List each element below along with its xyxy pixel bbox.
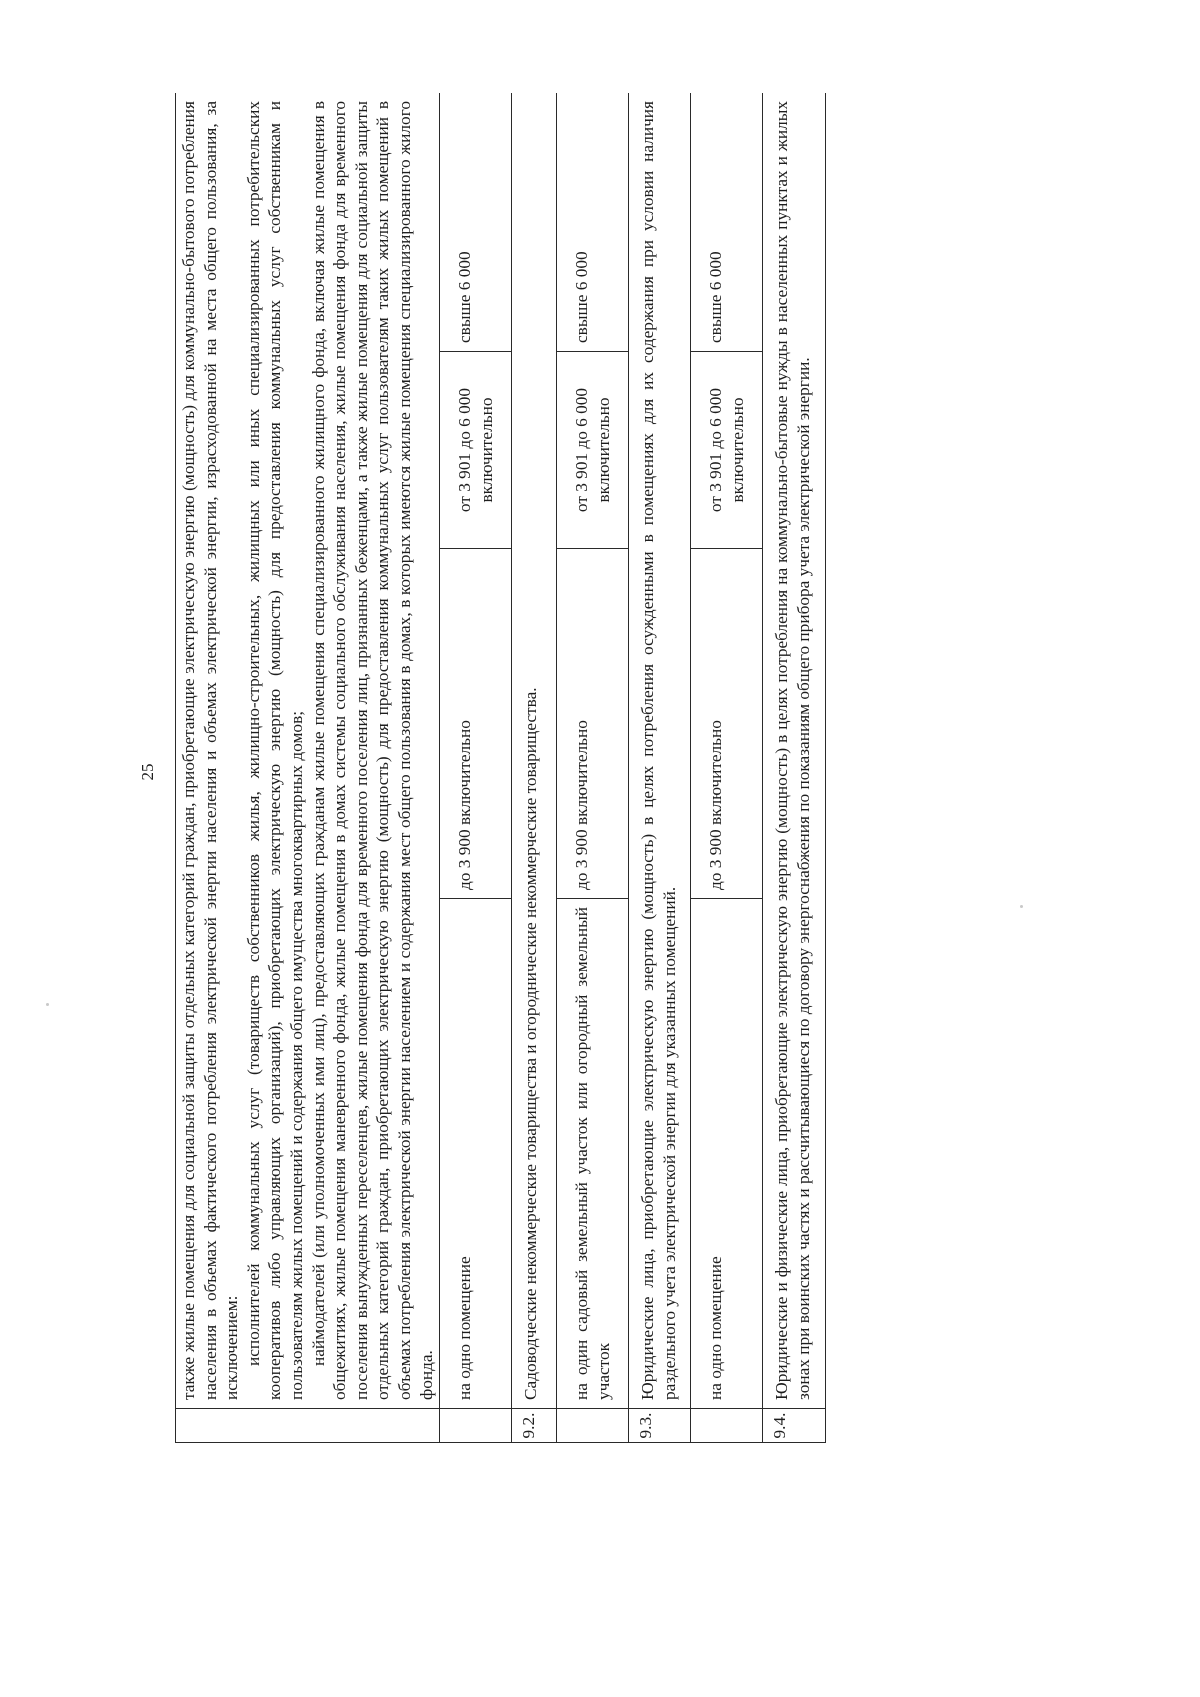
intro-cell (176, 93, 440, 1409)
row-number-cell (556, 1409, 628, 1443)
tier1-cell: до 3 900 включительно (440, 549, 512, 899)
tier1-cell: до 3 900 включительно (556, 549, 628, 899)
unit-cell: на один садовый земельный участок или огородный земельный участок (556, 899, 628, 1409)
page-number: 25 (138, 763, 157, 781)
row-number-cell (691, 1409, 763, 1443)
tier1-cell: до 3 900 включительно (691, 549, 763, 899)
tier3-cell: свыше 6 000 (556, 93, 628, 352)
rotated-content (175, 93, 955, 1443)
tariff-table (175, 93, 826, 1443)
row-number-cell (440, 1409, 512, 1443)
tier2-cell: от 3 901 до 6 000 включительно (556, 352, 628, 549)
table-row (176, 93, 440, 1443)
tier3-cell: свыше 6 000 (691, 93, 763, 352)
tier2-cell: от 3 901 до 6 000 включительно (691, 352, 763, 549)
section-title-cell: Садоводческие некоммерческие товарищества и огороднические некоммерческие товарищества. (512, 93, 557, 1409)
row-number-cell: 9.3. (629, 1409, 691, 1443)
unit-cell: на одно помещение (691, 899, 763, 1409)
tier3-cell: свыше 6 000 (440, 93, 512, 352)
intro-paragraph-2: исполнителей коммунальных услуг (товариществ собственников жилья, жилищно-строительных, жилищных или иных специализированных потребительских кооперативов либо управляющих организаций), приобретающих электрическую энергию (мощность) для предоставления коммунальных услуг собственникам и пользователям жилых помещений и содержания общего имущества многоквартирных домов; (243, 101, 306, 1400)
intro-paragraph-3: наймодателей (или уполномоченных ими лиц), предоставляющих гражданам жилые помещения специализированного жилищного фонда, включая жилые помещения в общежитиях, жилые помещения маневренного фонда, жилые помещения в домах системы социального обслуживания населения, жилые помещения фонда для временного поселения вынужденных переселенцев, жилые помещения фонда для временного поселения лиц, признанных беженцами, а также жилые помещения для социальной защиты отдельных категорий граждан, приобретающих электрическую энергию (мощность) для предоставления коммунальных услуг пользователям таких жилых помещений в объемах потребления электрической энергии населением и содержания мест общего пользования в домах, в которых имеются жилые помещения специализированного жилого фонда. (308, 101, 436, 1400)
row-number-cell: 9.4. (763, 1409, 825, 1443)
table-row (512, 93, 557, 1443)
section-title-cell: Юридические и физические лица, приобретающие электрическую энергию (мощность) в целях потребления на коммунально-бытовые нужды в населенных пунктах и жилых зонах при воинских частях и рассчитывающиеся по договору энергоснабжения по показаниям общего прибора учета электрической энергии. (763, 93, 825, 1409)
table-row (763, 93, 825, 1443)
intro-paragraph-1: также жилые помещения для социальной защиты отдельных категорий граждан, приобретающие электрическую энергию (мощность) для коммунально-бытового потребления населения в объемах фактического потребления электрической энергии населения и объемах электрической энергии, израсходованной на места общего пользования, за исключением: (179, 101, 242, 1400)
row-number-cell: 9.2. (512, 1409, 557, 1443)
scan-speck (46, 1003, 49, 1006)
unit-cell: на одно помещение (440, 899, 512, 1409)
table-row (629, 93, 691, 1443)
table-row (440, 93, 512, 1443)
table-row (691, 93, 763, 1443)
row-number-cell (176, 1409, 440, 1443)
rotated-page (175, 93, 955, 1443)
section-title-cell: Юридические лица, приобретающие электрическую энергию (мощность) в целях потребления осужденными в помещениях для их содержания при условии наличия раздельного учета электрической энергии для указанных помещений. (629, 93, 691, 1409)
table-row (556, 93, 628, 1443)
scan-speck (1020, 905, 1023, 908)
tier2-cell: от 3 901 до 6 000 включительно (440, 352, 512, 549)
